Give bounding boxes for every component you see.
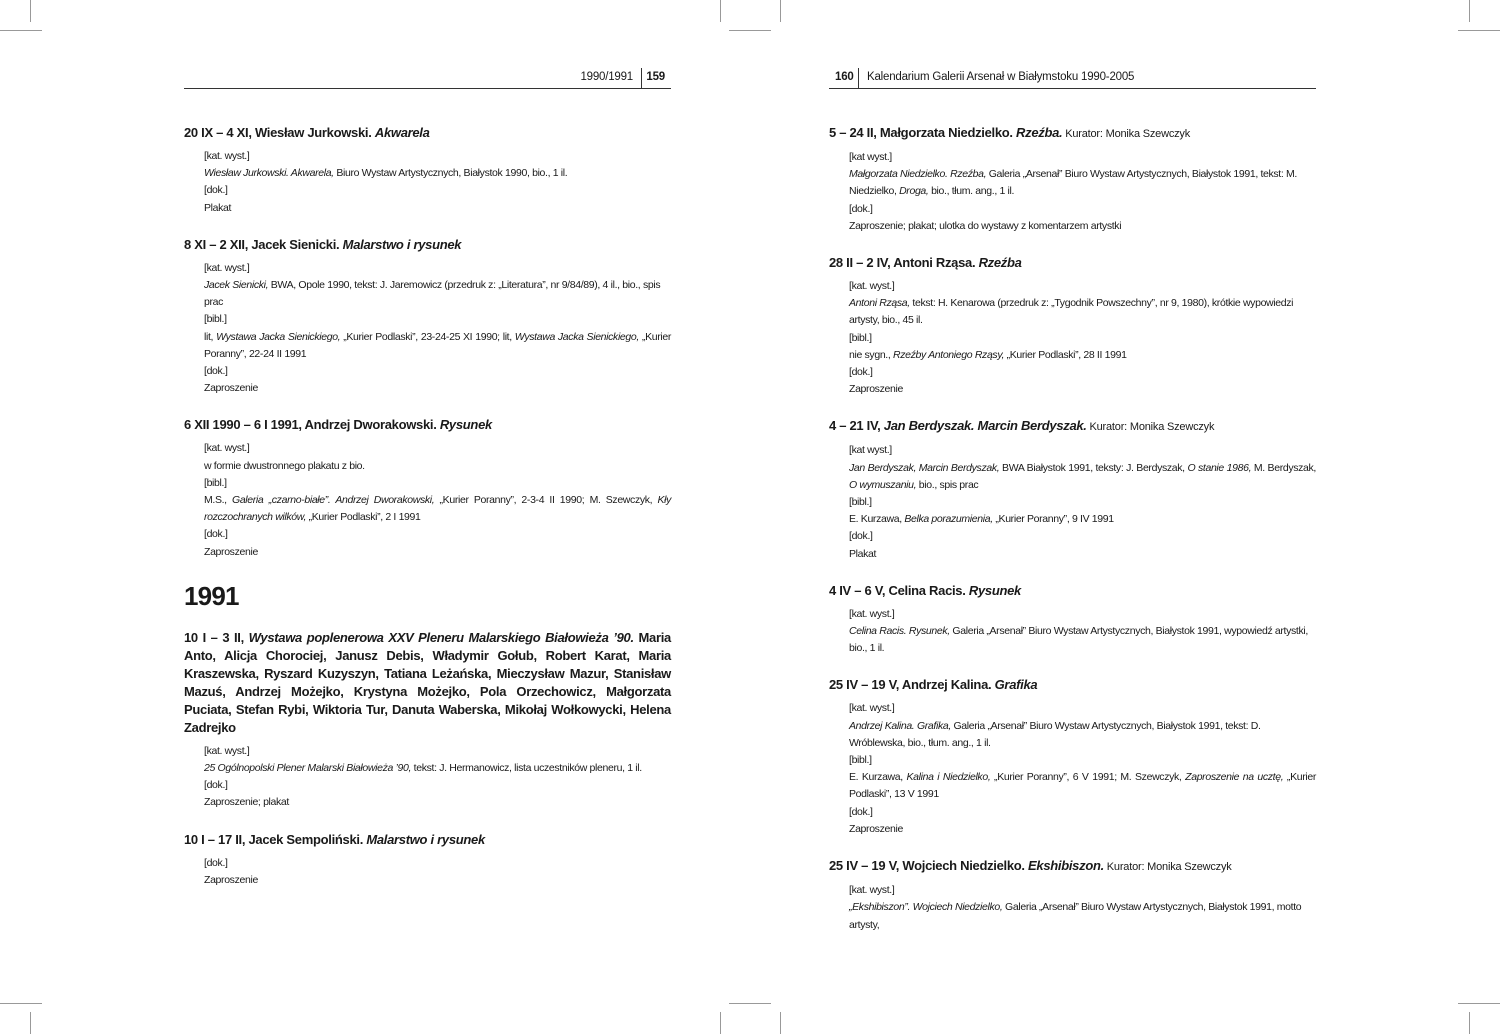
entry-body (204, 260, 671, 398)
entry-line-text: bio., spis prac (916, 478, 979, 491)
entry-line: [kat wyst.] (849, 444, 892, 457)
calendar-entry (184, 124, 671, 217)
entry-line (204, 492, 671, 526)
entry-title: Jan Berdyszak. Marcin Berdyszak. (883, 418, 1087, 434)
entry-date-artist: 5 – 24 II, Małgorzata Niedzielko. (829, 125, 1017, 140)
calendar-entry (829, 857, 1316, 934)
entry-date: 4 – 21 IV, (829, 418, 884, 434)
entry-title: Ekshibiszon. (1028, 858, 1104, 874)
entry-body (849, 882, 1316, 934)
entry-line-text: BWA Białystok 1991, teksty: J. Berdyszak, (999, 461, 1188, 474)
entry-line-italic: Celina Racis. Rysunek, (849, 625, 950, 638)
entry-body (849, 149, 1316, 235)
entry-body (849, 700, 1316, 838)
entry-heading (829, 676, 1316, 694)
entry-line-text: Galeria „Arsenał” Biuro Wystaw Artystycznych, Białystok 1991, tekst: M. Niedzielko, (849, 168, 1297, 198)
entry-line: [kat. wyst.] (204, 150, 250, 162)
entry-line (849, 769, 1316, 803)
entry-body (204, 440, 671, 560)
entry-title: Malarstwo i rysunek (366, 831, 485, 847)
entry-line: [dok.] (204, 779, 228, 792)
calendar-entry (829, 124, 1316, 235)
entry-body (204, 855, 671, 889)
entry-date: 10 I – 3 II, (184, 629, 249, 645)
crop-mark (720, 0, 721, 22)
entry-title: Wystawa poplenerowa XXV Pleneru Malarskiego Białowieża ’90. (248, 629, 634, 645)
entry-line-italic: Zaproszenie na ucztę, (1185, 771, 1284, 784)
entry-line: Zaproszenie (849, 383, 903, 396)
entry-line (204, 760, 671, 777)
calendar-entry (184, 236, 671, 398)
entry-artists: Maria Anto, Alicja Chorociej, Janusz Debis, Władymir Gołub, Robert Karat, Maria Kraszewska, Ryszard Kuzyszyn, Tatiana Leżańska, Mieczysław Mazur, Stanisław Mazuś, Andrzej Możejko, Krystyna Możejko, Pola Orzechowicz, Małgorzata Puciata, Stefan Rybi, Wiktoria Tur, Danuta Waberska, Mikołaj Wołkowycki, Helena Zadrejko (184, 629, 671, 735)
entry-body (204, 743, 671, 812)
entry-line-italic: Kalina i Niedzielko, (906, 771, 991, 784)
entry-line (849, 347, 1316, 364)
calendar-entry (829, 417, 1316, 562)
entry-line: Zaproszenie (204, 382, 258, 395)
entry-curator: Kurator: Monika Szewczyk (1062, 128, 1191, 140)
entry-line (204, 165, 671, 182)
entry-date-artist: 20 IX – 4 XI, Wiesław Jurkowski. (184, 125, 375, 140)
entry-heading (829, 582, 1316, 600)
entry-line-italic: Wiesław Jurkowski. Akwarela, (204, 167, 334, 180)
entry-body (204, 148, 671, 217)
entry-line (204, 329, 671, 363)
entry-date-artist: 28 II – 2 IV, Antoni Rząsa. (829, 255, 979, 271)
entry-curator: Kurator: Monika Szewczyk (1086, 421, 1215, 434)
calendar-entry (829, 582, 1316, 658)
calendar-entry (184, 831, 671, 889)
entry-line: [dok.] (849, 805, 873, 818)
entry-line-text: bio., tłum. ang., 1 il. (928, 185, 1015, 198)
crop-mark (30, 1012, 31, 1034)
entry-line-text: „Kurier Podlaski”, 28 II 1991 (1004, 348, 1127, 361)
entry-line-italic: O wymuszaniu, (849, 478, 917, 491)
entry-heading (829, 857, 1316, 876)
calendar-entry (184, 629, 671, 812)
entry-line: [dok.] (204, 528, 228, 541)
entry-line-italic: O stanie 1986, (1187, 461, 1252, 474)
entry-line-text: BWA, Opole 1990, tekst: J. Jaremowicz (przedruk z: „Literatura”, nr 9/84/89), 4 il., bio., spis prac (204, 279, 661, 309)
entry-line-text: „Kurier Poranny”, 6 V 1991; M. Szewczyk, (990, 771, 1186, 784)
entry-line: Zaproszenie; plakat; ulotka do wystawy z komentarzem artystki (849, 219, 1122, 232)
entry-line-text: nie sygn., (849, 348, 894, 361)
entry-line: [dok.] (849, 366, 873, 379)
entry-title: Malarstwo i rysunek (342, 236, 462, 252)
entry-line: [dok.] (204, 184, 228, 197)
entry-line-italic: Wystawa Jacka Sienickiego, (514, 330, 639, 343)
entry-line: w formie dwustronnego plakatu z bio. (204, 459, 365, 472)
entry-line-text: Galeria „Arsenał” Biuro Wystaw Artystycznych, Białystok 1991, wypowiedź artystki, bio., 1 il. (849, 625, 1308, 655)
entry-line: [kat. wyst.] (849, 702, 895, 715)
entry-date-artist: 25 IV – 19 V, Wojciech Niedzielko. (829, 858, 1029, 874)
entry-line-italic: Belka porazumienia, (904, 513, 993, 526)
running-head-title: Kalendarium Galerii Arsenał w Białymstoku 1990-2005 (867, 71, 1135, 83)
page-content (829, 124, 1316, 953)
year-heading: 1991 (184, 580, 239, 611)
entry-line (849, 511, 1316, 528)
running-head-separator (858, 68, 859, 88)
running-head-section: 1990/1991 (580, 71, 633, 83)
entry-line-text: M.S., (204, 494, 232, 507)
entry-line-italic: Galeria „czarno-białe”. Andrzej Dworakowski, (232, 494, 435, 507)
entry-line-text: Biuro Wystaw Artystycznych, Białystok 1990, bio., 1 il. (333, 167, 568, 180)
crop-mark (729, 30, 771, 31)
entry-line-italic: Jan Berdyszak, Marcin Berdyszak, (849, 461, 1000, 474)
entry-line: [kat. wyst.] (204, 744, 250, 757)
entry-line: [kat wyst.] (849, 151, 892, 163)
entry-heading (829, 417, 1316, 436)
entry-line-italic: 25 Ogólnopolski Plener Malarski Białowieża ’90, (204, 762, 412, 775)
entry-date-artist: 4 IV – 6 V, Celina Racis. (829, 582, 969, 598)
entry-line: Plakat (849, 547, 877, 560)
entry-line-text: tekst: H. Kenarowa (przedruk z: „Tygodnik Powszechny”, nr 9, 1980), krótkie wypowiedzi artysty, bio., 45 il. (849, 297, 1294, 327)
running-head (829, 68, 1316, 89)
entry-heading (184, 416, 671, 434)
entry-line: [dok.] (204, 365, 228, 378)
page-content (184, 124, 671, 908)
entry-line-text: E. Kurzawa, (849, 771, 907, 784)
entry-line: [bibl.] (849, 331, 872, 344)
entry-line (849, 295, 1316, 329)
entry-line-text: E. Kurzawa, (849, 513, 905, 526)
entry-line-italic: Kły rozczochranych wilków, (204, 494, 671, 524)
calendar-entry (829, 254, 1316, 398)
entry-date-artist: 8 XI – 2 XII, Jacek Sienicki. (184, 236, 343, 252)
entry-line (849, 623, 1316, 657)
entry-line: [bibl.] (204, 476, 227, 489)
entry-line-italic: Wystawa Jacka Sienickiego, (216, 330, 341, 343)
entry-curator: Kurator: Monika Szewczyk (1103, 861, 1232, 874)
page-number: 159 (646, 71, 665, 83)
entry-heading (184, 831, 671, 849)
entry-line: Zaproszenie (849, 822, 903, 835)
crop-mark (720, 1012, 721, 1034)
entry-body (849, 278, 1316, 398)
entry-line-text: „Kurier Poranny”, 22-24 II 1991 (204, 330, 672, 360)
entry-line-italic: Droga, (899, 185, 929, 198)
entry-heading (829, 254, 1316, 272)
entry-line-text: „Kurier Podlaski”, 13 V 1991 (849, 771, 1316, 801)
entry-heading (184, 124, 671, 142)
entry-body (849, 442, 1316, 562)
entry-heading (829, 124, 1316, 143)
entry-title: Rysunek (439, 417, 492, 433)
crop-mark (780, 1012, 781, 1034)
entry-line: [kat. wyst.] (849, 280, 895, 293)
crop-mark (30, 0, 31, 22)
crop-mark (729, 1003, 771, 1004)
calendar-entry (829, 676, 1316, 838)
entry-line: [bibl.] (204, 313, 227, 326)
entry-line-text: lit, (204, 330, 217, 343)
entry-line-text: tekst: J. Hermanowicz, lista uczestników pleneru, 1 il. (411, 762, 642, 775)
entry-date-artist: 6 XII 1990 – 6 I 1991, Andrzej Dworakowski. (184, 417, 440, 433)
entry-line: Plakat (204, 201, 232, 214)
entry-line: [kat. wyst.] (204, 442, 250, 455)
entry-title: Grafika (994, 677, 1038, 693)
entry-line (849, 460, 1316, 494)
entry-line-text: M. Berdyszak, (1251, 461, 1316, 474)
entry-line (849, 899, 1316, 933)
entry-line: Zaproszenie; plakat (204, 796, 289, 809)
crop-mark (0, 1003, 42, 1004)
page-number: 160 (835, 71, 854, 83)
entry-line: [bibl.] (849, 496, 872, 509)
crop-mark (1458, 30, 1500, 31)
entry-title: Rzeźba. (1016, 125, 1063, 140)
entry-date-artist: 25 IV – 19 V, Andrzej Kalina. (829, 677, 995, 693)
crop-mark (1469, 1012, 1470, 1034)
entry-line-text: „Kurier Podlaski”, 23-24-25 XI 1990; lit, (340, 330, 515, 343)
entry-body (849, 606, 1316, 658)
entry-line (849, 166, 1316, 200)
entry-line: Zaproszenie (204, 545, 258, 558)
entry-line (204, 277, 671, 311)
crop-mark (0, 30, 42, 31)
entry-date-artist: 10 I – 17 II, Jacek Sempoliński. (184, 831, 367, 847)
entry-line-italic: Jacek Sienicki, (204, 279, 269, 292)
entry-line-italic: Antoni Rząsa, (849, 297, 910, 310)
entry-line (849, 718, 1316, 752)
entry-line-italic: Rzeźby Antoniego Rząsy, (893, 348, 1005, 361)
entry-line: [dok.] (849, 530, 873, 543)
entry-line-text: „Kurier Podlaski”, 2 I 1991 (306, 511, 421, 524)
entry-line-text: „Kurier Poranny”, 2-3-4 II 1990; M. Szewczyk, (434, 494, 658, 507)
entry-line: [dok.] (204, 856, 228, 869)
entry-line-italic: „Ekshibiszon”. Wojciech Niedzielko, (849, 901, 1003, 914)
running-head-separator (641, 68, 642, 88)
entry-heading (184, 236, 671, 254)
entry-title: Rysunek (968, 582, 1021, 598)
entry-line-text: Galeria „Arsenał” Biuro Wystaw Artystycznych, Białystok 1991, motto artysty, (849, 901, 1302, 931)
calendar-entry (184, 416, 671, 560)
entry-line: Zaproszenie (204, 873, 258, 886)
entry-line: [kat. wyst.] (204, 261, 250, 274)
running-head (184, 68, 671, 89)
entry-line: [kat. wyst.] (849, 607, 895, 620)
entry-line-italic: Małgorzata Niedzielko. Rzeźba, (849, 168, 987, 181)
crop-mark (1458, 1003, 1500, 1004)
crop-mark (780, 0, 781, 22)
entry-title: Rzeźba (978, 255, 1022, 271)
entry-line-text: Galeria „Arsenał” Biuro Wystaw Artystycznych, Białystok 1991, tekst: D. Wróblewska, bio., tłum. ang., 1 il. (849, 719, 1261, 749)
entry-heading (184, 629, 671, 737)
entry-line: [bibl.] (849, 754, 872, 767)
crop-mark (1469, 0, 1470, 22)
entry-title: Akwarela (374, 125, 430, 140)
entry-line: [kat. wyst.] (849, 884, 895, 897)
entry-line-italic: Andrzej Kalina. Grafika, (849, 719, 951, 732)
entry-line-text: „Kurier Poranny”, 9 IV 1991 (992, 513, 1114, 526)
entry-line: [dok.] (849, 202, 873, 215)
